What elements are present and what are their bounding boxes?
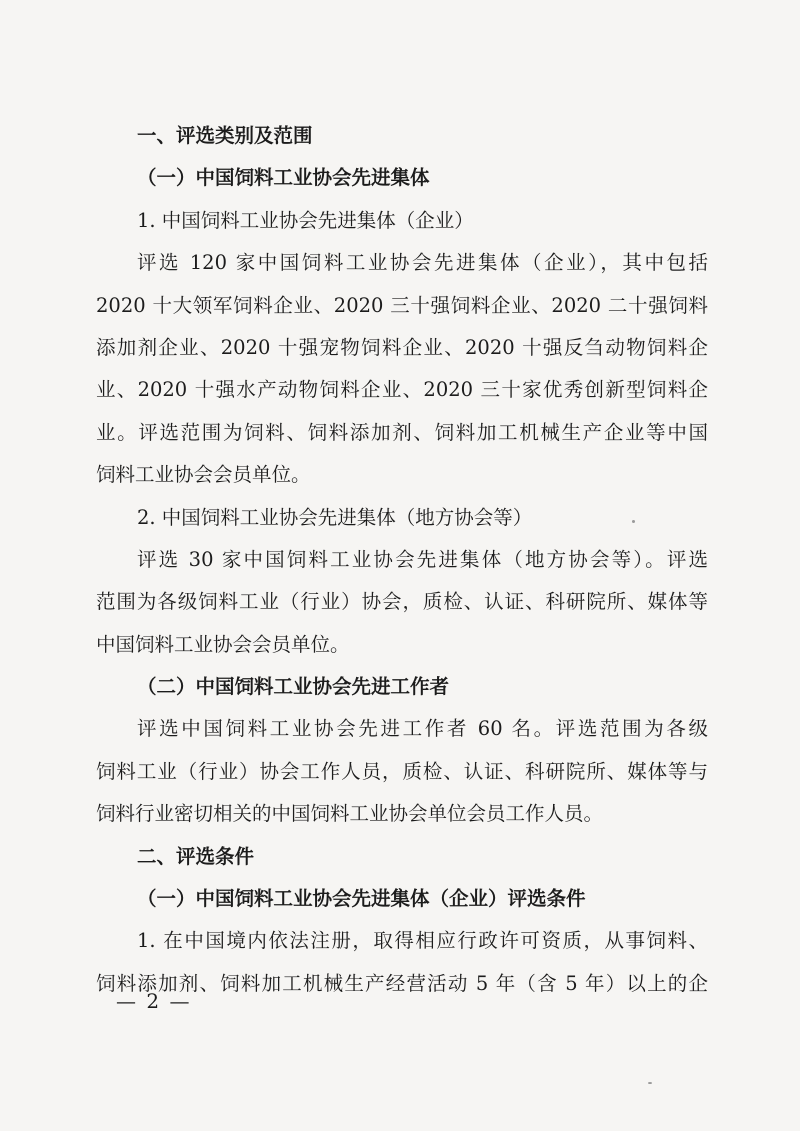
paragraph-line: 饲料工业协会会员单位。 — [96, 463, 311, 487]
scan-speck — [632, 520, 635, 523]
paragraph-line: 范围为各级饲料工业（行业）协会，质检、认证、科研院所、媒体等 — [96, 590, 708, 614]
paragraph-line: 评选 30 家中国饲料工业协会先进集体（地方协会等）。评选 — [137, 547, 708, 571]
paragraph-line: 中国饲料工业协会会员单位。 — [96, 632, 350, 656]
paragraph-line: 1. 在中国境内依法注册，取得相应行政许可资质，从事饲料、 — [137, 929, 708, 953]
paragraph-line: 评选中国饲料工业协会先进工作者 60 名。评选范围为各级 — [137, 717, 708, 741]
subsection-heading-2: （二）中国饲料工业协会先进工作者 — [137, 675, 450, 699]
section-heading-2: 二、评选条件 — [137, 844, 255, 868]
paragraph-line: 评选 120 家中国饲料工业协会先进集体（企业），其中包括 — [137, 251, 708, 275]
section-heading-1: 一、评选类别及范围 — [137, 124, 313, 147]
item-heading-1: 1. 中国饲料工业协会先进集体（企业） — [137, 208, 474, 232]
page-number: — 2 — — [116, 989, 192, 1013]
subsection-heading-3: （一）中国饲料工业协会先进集体（企业）评选条件 — [137, 887, 586, 911]
paragraph-line: 添加剂企业、2020 十强宠物饲料企业、2020 十强反刍动物饲料企 — [96, 335, 708, 359]
body-text — [96, 115, 708, 1005]
paragraph-line: 饲料添加剂、饲料加工机械生产经营活动 5 年（含 5 年）以上的企 — [96, 971, 708, 995]
paragraph-line: 饲料行业密切相关的中国饲料工业协会单位会员工作人员。 — [96, 802, 604, 826]
item-heading-2: 2. 中国饲料工业协会先进集体（地方协会等） — [137, 505, 533, 529]
paragraph-line: 饲料工业（行业）协会工作人员，质检、认证、科研院所、媒体等与 — [96, 759, 708, 783]
subsection-heading-1: （一）中国饲料工业协会先进集体 — [137, 166, 430, 190]
paragraph-line: 业。评选范围为饲料、饲料添加剂、饲料加工机械生产企业等中国 — [96, 420, 708, 444]
paragraph-line: 业、2020 十强水产动物饲料企业、2020 三十家优秀创新型饲料企 — [96, 378, 708, 402]
paragraph-line: 2020 十大领军饲料企业、2020 三十强饲料企业、2020 二十强饲料 — [96, 293, 708, 317]
scan-speck — [648, 1082, 652, 1084]
